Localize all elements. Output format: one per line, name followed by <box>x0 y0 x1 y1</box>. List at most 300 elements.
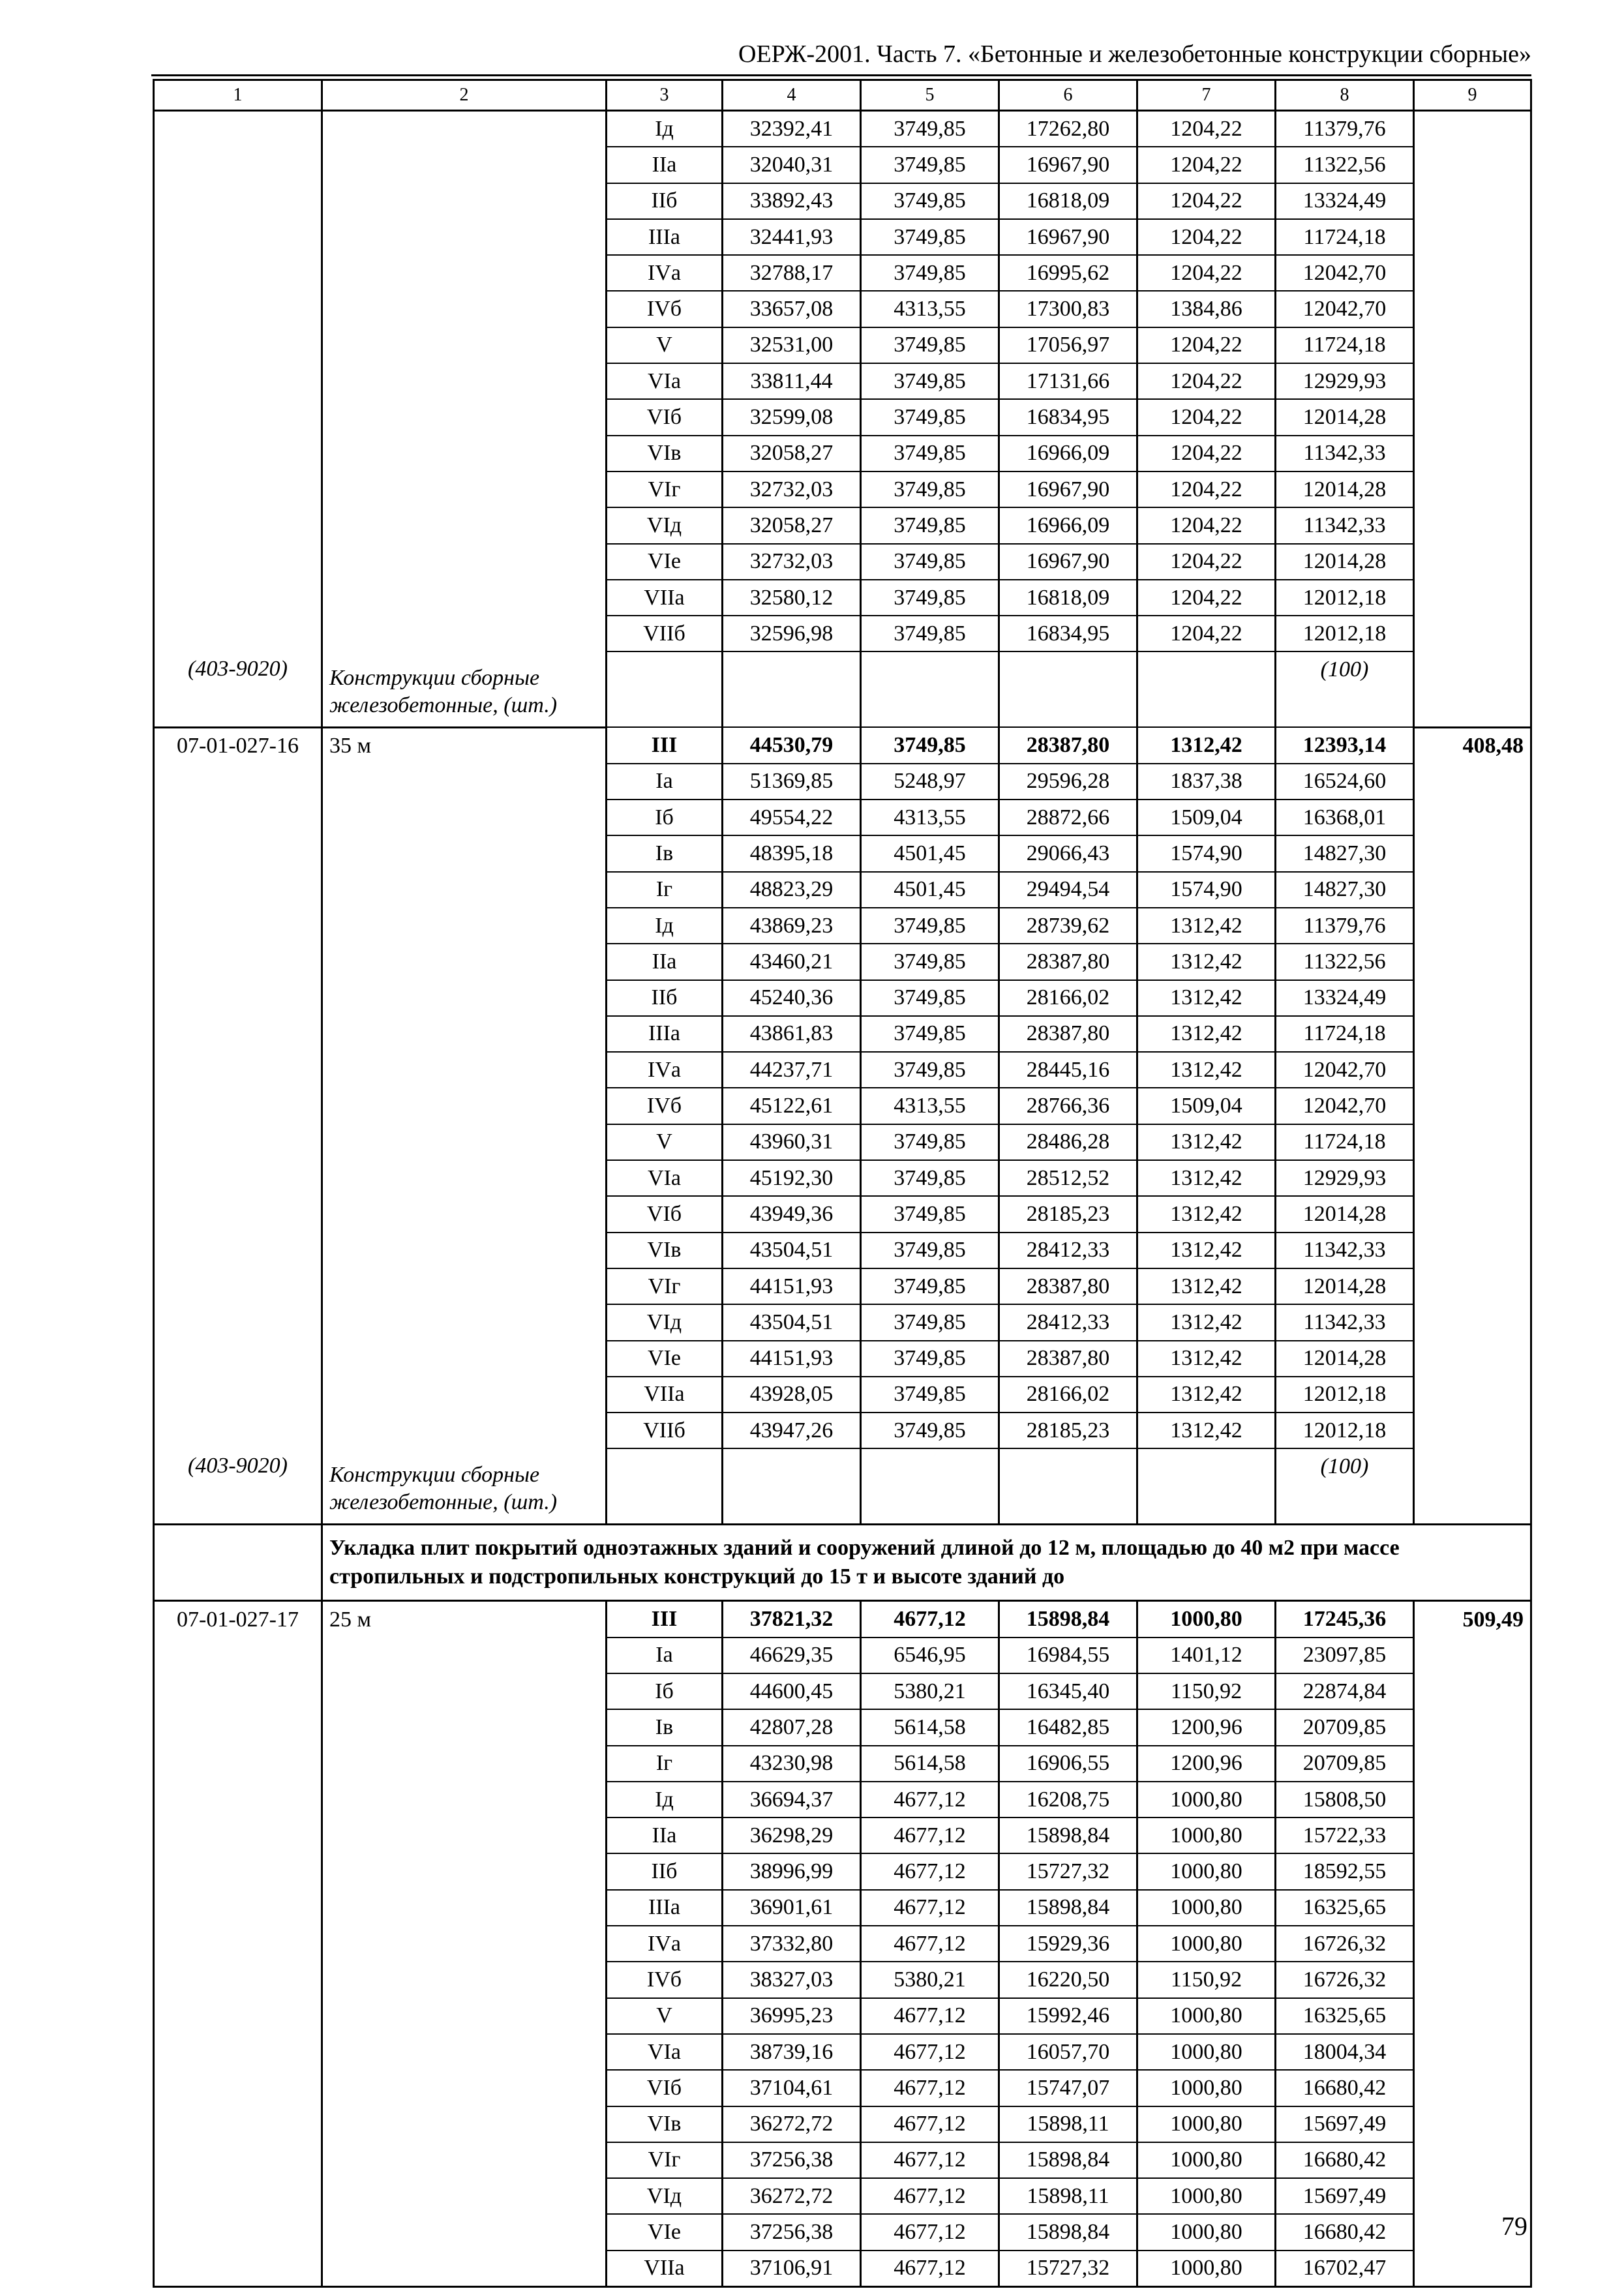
value-cell: 5614,58 <box>861 1746 999 1782</box>
empty-cell <box>723 651 861 727</box>
work-name <box>322 1304 607 1340</box>
value-cell: 12042,70 <box>1276 1088 1414 1124</box>
value-cell: 32788,17 <box>723 255 861 291</box>
rate-code <box>154 363 322 399</box>
resource-code: (403-9020) <box>154 651 322 727</box>
value-cell: 15727,32 <box>999 2251 1137 2287</box>
zone-label: VIб <box>607 399 723 435</box>
table-row <box>154 2034 1531 2070</box>
value-cell: 3749,85 <box>861 1052 999 1088</box>
zone-label: IIа <box>607 147 723 183</box>
rate-code <box>154 1673 322 1709</box>
value-cell: 32058,27 <box>723 507 861 543</box>
zone-label: IVб <box>607 1088 723 1124</box>
value-cell: 43928,05 <box>723 1377 861 1413</box>
table-row <box>154 219 1531 255</box>
table-row <box>154 436 1531 471</box>
table-row <box>154 2251 1531 2287</box>
value-cell: 44237,71 <box>723 1052 861 1088</box>
work-name <box>322 327 607 363</box>
table-row <box>154 1052 1531 1088</box>
column-number: 8 <box>1276 80 1414 111</box>
value-cell: 4677,12 <box>861 2070 999 2106</box>
labor-total <box>1414 544 1531 580</box>
resource-name: Конструкции сборные железобетонные, (шт.) <box>322 651 607 727</box>
zone-label: VIб <box>607 2070 723 2106</box>
value-cell: 28486,28 <box>999 1124 1137 1160</box>
value-cell: 1000,80 <box>1137 1818 1276 1853</box>
zone-label: Iа <box>607 764 723 800</box>
value-cell: 28872,66 <box>999 800 1137 835</box>
column-number: 9 <box>1414 80 1531 111</box>
labor-total <box>1414 1673 1531 1709</box>
value-cell: 4677,12 <box>861 2142 999 2178</box>
rate-code <box>154 1998 322 2034</box>
value-cell: 11342,33 <box>1276 507 1414 543</box>
table-row <box>154 764 1531 800</box>
empty-cell <box>607 1448 723 1525</box>
rate-code <box>154 2106 322 2142</box>
work-name <box>322 363 607 399</box>
work-name <box>322 2034 607 2070</box>
value-cell: 15898,84 <box>999 1818 1137 1853</box>
page-header: ОЕРЖ-2001. Часть 7. «Бетонные и железобетонные конструкции сборные» <box>738 40 1531 68</box>
value-cell: 15808,50 <box>1276 1782 1414 1818</box>
labor-total <box>1414 2034 1531 2070</box>
value-cell: 3749,85 <box>861 1377 999 1413</box>
rate-code <box>154 1746 322 1782</box>
work-name <box>322 1160 607 1196</box>
rate-code <box>154 1196 322 1232</box>
table-row <box>154 2214 1531 2250</box>
value-cell: 4677,12 <box>861 2214 999 2250</box>
zone-label: VIд <box>607 2178 723 2214</box>
value-cell: 4313,55 <box>861 800 999 835</box>
table-row <box>154 1601 1531 1638</box>
labor-total <box>1414 1890 1531 1926</box>
labor-total <box>1414 1746 1531 1782</box>
value-cell: 4677,12 <box>861 1853 999 1889</box>
table-row <box>154 327 1531 363</box>
table-row <box>154 1890 1531 1926</box>
value-cell: 23097,85 <box>1276 1638 1414 1673</box>
value-cell: 32040,31 <box>723 147 861 183</box>
value-cell: 11342,33 <box>1276 436 1414 471</box>
value-cell: 12042,70 <box>1276 255 1414 291</box>
labor-total <box>1414 2142 1531 2178</box>
value-cell: 3749,85 <box>861 1304 999 1340</box>
rates-table <box>153 79 1532 2288</box>
work-name <box>322 183 607 219</box>
value-cell: 3749,85 <box>861 980 999 1016</box>
zone-label: VIб <box>607 1196 723 1232</box>
rate-code <box>154 2142 322 2178</box>
value-cell: 3749,85 <box>861 147 999 183</box>
table-row <box>154 363 1531 399</box>
table-row <box>154 872 1531 908</box>
rate-code <box>154 291 322 327</box>
table-row <box>154 2106 1531 2142</box>
value-cell: 36694,37 <box>723 1782 861 1818</box>
value-cell: 4313,55 <box>861 291 999 327</box>
value-cell: 4677,12 <box>861 2178 999 2214</box>
rate-code <box>154 1341 322 1377</box>
value-cell: 43960,31 <box>723 1124 861 1160</box>
work-name <box>322 1377 607 1413</box>
rate-code <box>154 436 322 471</box>
value-cell: 22874,84 <box>1276 1673 1414 1709</box>
zone-label: IVб <box>607 291 723 327</box>
rate-code <box>154 980 322 1016</box>
value-cell: 15898,84 <box>999 1890 1137 1926</box>
zone-label: VIв <box>607 2106 723 2142</box>
rates-table-body <box>154 80 1531 2287</box>
table-row <box>154 255 1531 291</box>
work-name <box>322 835 607 871</box>
value-cell: 1204,22 <box>1137 183 1276 219</box>
value-cell: 48823,29 <box>723 872 861 908</box>
table-row <box>154 835 1531 871</box>
rate-code <box>154 327 322 363</box>
value-cell: 12012,18 <box>1276 1377 1414 1413</box>
labor-total <box>1414 327 1531 363</box>
value-cell: 32392,41 <box>723 111 861 147</box>
value-cell: 43861,83 <box>723 1016 861 1052</box>
zone-label: IVа <box>607 255 723 291</box>
work-name <box>322 2142 607 2178</box>
value-cell: 1837,38 <box>1137 764 1276 800</box>
resource-quantity: (100) <box>1276 651 1414 727</box>
labor-total <box>1414 944 1531 980</box>
value-cell: 1401,12 <box>1137 1638 1276 1673</box>
value-cell: 28387,80 <box>999 1016 1137 1052</box>
value-cell: 37106,91 <box>723 2251 861 2287</box>
value-cell: 32580,12 <box>723 580 861 616</box>
labor-total <box>1414 1052 1531 1088</box>
value-cell: 44600,45 <box>723 1673 861 1709</box>
zone-label: V <box>607 1124 723 1160</box>
zone-label: VIIа <box>607 580 723 616</box>
value-cell: 36298,29 <box>723 1818 861 1853</box>
value-cell: 49554,22 <box>723 800 861 835</box>
rate-code <box>154 1818 322 1853</box>
value-cell: 28185,23 <box>999 1196 1137 1232</box>
value-cell: 16995,62 <box>999 255 1137 291</box>
rate-code <box>154 2070 322 2106</box>
zone-label: Iг <box>607 1746 723 1782</box>
work-name <box>322 1233 607 1268</box>
rate-code <box>154 544 322 580</box>
value-cell: 4501,45 <box>861 872 999 908</box>
value-cell: 3749,85 <box>861 616 999 651</box>
value-cell: 17131,66 <box>999 363 1137 399</box>
value-cell: 3749,85 <box>861 1268 999 1304</box>
value-cell: 3749,85 <box>861 1341 999 1377</box>
value-cell: 28512,52 <box>999 1160 1137 1196</box>
value-cell: 1204,22 <box>1137 147 1276 183</box>
labor-total <box>1414 2251 1531 2287</box>
section-heading: Укладка плит покрытий одноэтажных зданий и сооружений длиной до 12 м, площадью до 40 м2 при массе стропильных и подстропильных конструкций до 15 т и высоте зданий до <box>322 1525 1531 1601</box>
value-cell: 15722,33 <box>1276 1818 1414 1853</box>
value-cell: 32599,08 <box>723 399 861 435</box>
value-cell: 11724,18 <box>1276 1124 1414 1160</box>
work-name <box>322 1926 607 1962</box>
table-row <box>154 1160 1531 1196</box>
value-cell: 12014,28 <box>1276 399 1414 435</box>
zone-label: Iг <box>607 872 723 908</box>
rate-code <box>154 1268 322 1304</box>
value-cell: 14827,30 <box>1276 835 1414 871</box>
rate-code <box>154 1088 322 1124</box>
table-row <box>154 1818 1531 1853</box>
value-cell: 1574,90 <box>1137 872 1276 908</box>
value-cell: 3749,85 <box>861 908 999 944</box>
value-cell: 28166,02 <box>999 980 1137 1016</box>
value-cell: 36901,61 <box>723 1890 861 1926</box>
value-cell: 12014,28 <box>1276 544 1414 580</box>
value-cell: 1204,22 <box>1137 219 1276 255</box>
value-cell: 1204,22 <box>1137 471 1276 507</box>
value-cell: 1574,90 <box>1137 835 1276 871</box>
value-cell: 33811,44 <box>723 363 861 399</box>
value-cell: 1204,22 <box>1137 111 1276 147</box>
labor-total <box>1414 1233 1531 1268</box>
zone-label: IIIа <box>607 1016 723 1052</box>
zone-label: VIг <box>607 2142 723 2178</box>
value-cell: 12014,28 <box>1276 1341 1414 1377</box>
table-row <box>154 1341 1531 1377</box>
value-cell: 3749,85 <box>861 507 999 543</box>
value-cell: 37256,38 <box>723 2142 861 2178</box>
labor-total <box>1414 1413 1531 1448</box>
rate-code <box>154 1890 322 1926</box>
work-name <box>322 1782 607 1818</box>
value-cell: 16834,95 <box>999 399 1137 435</box>
work-name <box>322 2178 607 2214</box>
labor-total <box>1414 1160 1531 1196</box>
value-cell: 43947,26 <box>723 1413 861 1448</box>
value-cell: 28387,80 <box>999 1268 1137 1304</box>
value-cell: 15898,11 <box>999 2178 1137 2214</box>
value-cell: 1312,42 <box>1137 727 1276 763</box>
value-cell: 28387,80 <box>999 727 1137 763</box>
labor-total <box>1414 908 1531 944</box>
header-rule <box>151 74 1531 76</box>
value-cell: 16482,85 <box>999 1709 1137 1745</box>
value-cell: 12042,70 <box>1276 1052 1414 1088</box>
work-name <box>322 399 607 435</box>
labor-total <box>1414 764 1531 800</box>
labor-total: 509,49 <box>1414 1601 1531 1638</box>
table-row <box>154 908 1531 944</box>
rate-code <box>154 800 322 835</box>
value-cell: 38327,03 <box>723 1962 861 1997</box>
value-cell: 11724,18 <box>1276 219 1414 255</box>
work-name <box>322 908 607 944</box>
work-name <box>322 1016 607 1052</box>
value-cell: 14827,30 <box>1276 872 1414 908</box>
value-cell: 1204,22 <box>1137 580 1276 616</box>
value-cell: 48395,18 <box>723 835 861 871</box>
zone-label: VIг <box>607 471 723 507</box>
value-cell: 44530,79 <box>723 727 861 763</box>
value-cell: 17262,80 <box>999 111 1137 147</box>
value-cell: 11724,18 <box>1276 1016 1414 1052</box>
value-cell: 43869,23 <box>723 908 861 944</box>
rate-code <box>154 399 322 435</box>
table-row <box>154 580 1531 616</box>
value-cell: 16726,32 <box>1276 1962 1414 1997</box>
value-cell: 16984,55 <box>999 1638 1137 1673</box>
rate-code <box>154 1304 322 1340</box>
value-cell: 15929,36 <box>999 1926 1137 1962</box>
value-cell: 12014,28 <box>1276 1196 1414 1232</box>
column-number: 3 <box>607 80 723 111</box>
labor-total <box>1414 1088 1531 1124</box>
rate-code <box>154 872 322 908</box>
value-cell: 43504,51 <box>723 1233 861 1268</box>
value-cell: 1312,42 <box>1137 908 1276 944</box>
labor-total <box>1414 1196 1531 1232</box>
zone-label: VIа <box>607 2034 723 2070</box>
value-cell: 1312,42 <box>1137 1233 1276 1268</box>
rate-code <box>154 183 322 219</box>
value-cell: 28766,36 <box>999 1088 1137 1124</box>
value-cell: 16966,09 <box>999 436 1137 471</box>
zone-label: VIIа <box>607 2251 723 2287</box>
zone-label: IIIа <box>607 219 723 255</box>
work-name <box>322 544 607 580</box>
value-cell: 3749,85 <box>861 580 999 616</box>
zone-label: IVа <box>607 1926 723 1962</box>
zone-label: IIб <box>607 980 723 1016</box>
value-cell: 4677,12 <box>861 1818 999 1853</box>
labor-total <box>1414 1304 1531 1340</box>
value-cell: 16967,90 <box>999 147 1137 183</box>
table-row <box>154 1926 1531 1962</box>
empty-cell <box>1414 1448 1531 1525</box>
value-cell: 17300,83 <box>999 291 1137 327</box>
empty-cell <box>723 1448 861 1525</box>
value-cell: 15898,11 <box>999 2106 1137 2142</box>
value-cell: 36272,72 <box>723 2178 861 2214</box>
labor-total <box>1414 1962 1531 1997</box>
value-cell: 15898,84 <box>999 2142 1137 2178</box>
value-cell: 5614,58 <box>861 1709 999 1745</box>
work-name <box>322 2070 607 2106</box>
rate-code <box>154 147 322 183</box>
labor-total <box>1414 580 1531 616</box>
value-cell: 1200,96 <box>1137 1746 1276 1782</box>
zone-label: IVа <box>607 1052 723 1088</box>
value-cell: 1312,42 <box>1137 1268 1276 1304</box>
value-cell: 45192,30 <box>723 1160 861 1196</box>
table-row <box>154 1196 1531 1232</box>
value-cell: 3749,85 <box>861 1233 999 1268</box>
value-cell: 12012,18 <box>1276 616 1414 651</box>
value-cell: 3749,85 <box>861 1124 999 1160</box>
rate-code <box>154 580 322 616</box>
value-cell: 5380,21 <box>861 1673 999 1709</box>
rate-code <box>154 944 322 980</box>
rate-code <box>154 507 322 543</box>
labor-total <box>1414 363 1531 399</box>
rate-code <box>154 2251 322 2287</box>
zone-label: Iв <box>607 1709 723 1745</box>
work-name <box>322 1673 607 1709</box>
value-cell: 16220,50 <box>999 1962 1137 1997</box>
value-cell: 1000,80 <box>1137 2070 1276 2106</box>
labor-total <box>1414 872 1531 908</box>
rate-code: 07-01-027-16 <box>154 727 322 763</box>
value-cell: 1384,86 <box>1137 291 1276 327</box>
zone-label: V <box>607 327 723 363</box>
table-row <box>154 944 1531 980</box>
value-cell: 33657,08 <box>723 291 861 327</box>
rate-code <box>154 2034 322 2070</box>
empty-cell <box>1137 1448 1276 1525</box>
empty-cell <box>154 1525 322 1601</box>
zone-label: VIIб <box>607 616 723 651</box>
table-row <box>154 980 1531 1016</box>
rate-code <box>154 1160 322 1196</box>
rate-code <box>154 471 322 507</box>
rate-code <box>154 1853 322 1889</box>
zone-label: Iд <box>607 908 723 944</box>
value-cell: 15898,84 <box>999 1601 1137 1638</box>
value-cell: 3749,85 <box>861 544 999 580</box>
rate-code <box>154 1016 322 1052</box>
value-cell: 11322,56 <box>1276 944 1414 980</box>
value-cell: 15898,84 <box>999 2214 1137 2250</box>
labor-total <box>1414 1341 1531 1377</box>
labor-total <box>1414 2070 1531 2106</box>
value-cell: 1200,96 <box>1137 1709 1276 1745</box>
value-cell: 3749,85 <box>861 1413 999 1448</box>
value-cell: 1312,42 <box>1137 1196 1276 1232</box>
rate-code: 07-01-027-17 <box>154 1601 322 1638</box>
value-cell: 1312,42 <box>1137 980 1276 1016</box>
value-cell: 1204,22 <box>1137 436 1276 471</box>
zone-label: IIIа <box>607 1890 723 1926</box>
work-name <box>322 872 607 908</box>
value-cell: 1312,42 <box>1137 1377 1276 1413</box>
value-cell: 1312,42 <box>1137 1304 1276 1340</box>
value-cell: 1312,42 <box>1137 1124 1276 1160</box>
value-cell: 1204,22 <box>1137 616 1276 651</box>
value-cell: 43504,51 <box>723 1304 861 1340</box>
zone-label: IIб <box>607 1853 723 1889</box>
zone-label: VIе <box>607 544 723 580</box>
work-name <box>322 1413 607 1448</box>
table-row <box>154 1377 1531 1413</box>
work-name <box>322 1746 607 1782</box>
work-name <box>322 147 607 183</box>
value-cell: 16702,47 <box>1276 2251 1414 2287</box>
work-name <box>322 1962 607 1997</box>
value-cell: 51369,85 <box>723 764 861 800</box>
labor-total <box>1414 1782 1531 1818</box>
value-cell: 17056,97 <box>999 327 1137 363</box>
work-name <box>322 980 607 1016</box>
value-cell: 44151,93 <box>723 1268 861 1304</box>
table-row <box>154 147 1531 183</box>
table-row <box>154 111 1531 147</box>
value-cell: 1204,22 <box>1137 363 1276 399</box>
value-cell: 32441,93 <box>723 219 861 255</box>
labor-total <box>1414 1853 1531 1889</box>
table-row <box>154 1962 1531 1997</box>
